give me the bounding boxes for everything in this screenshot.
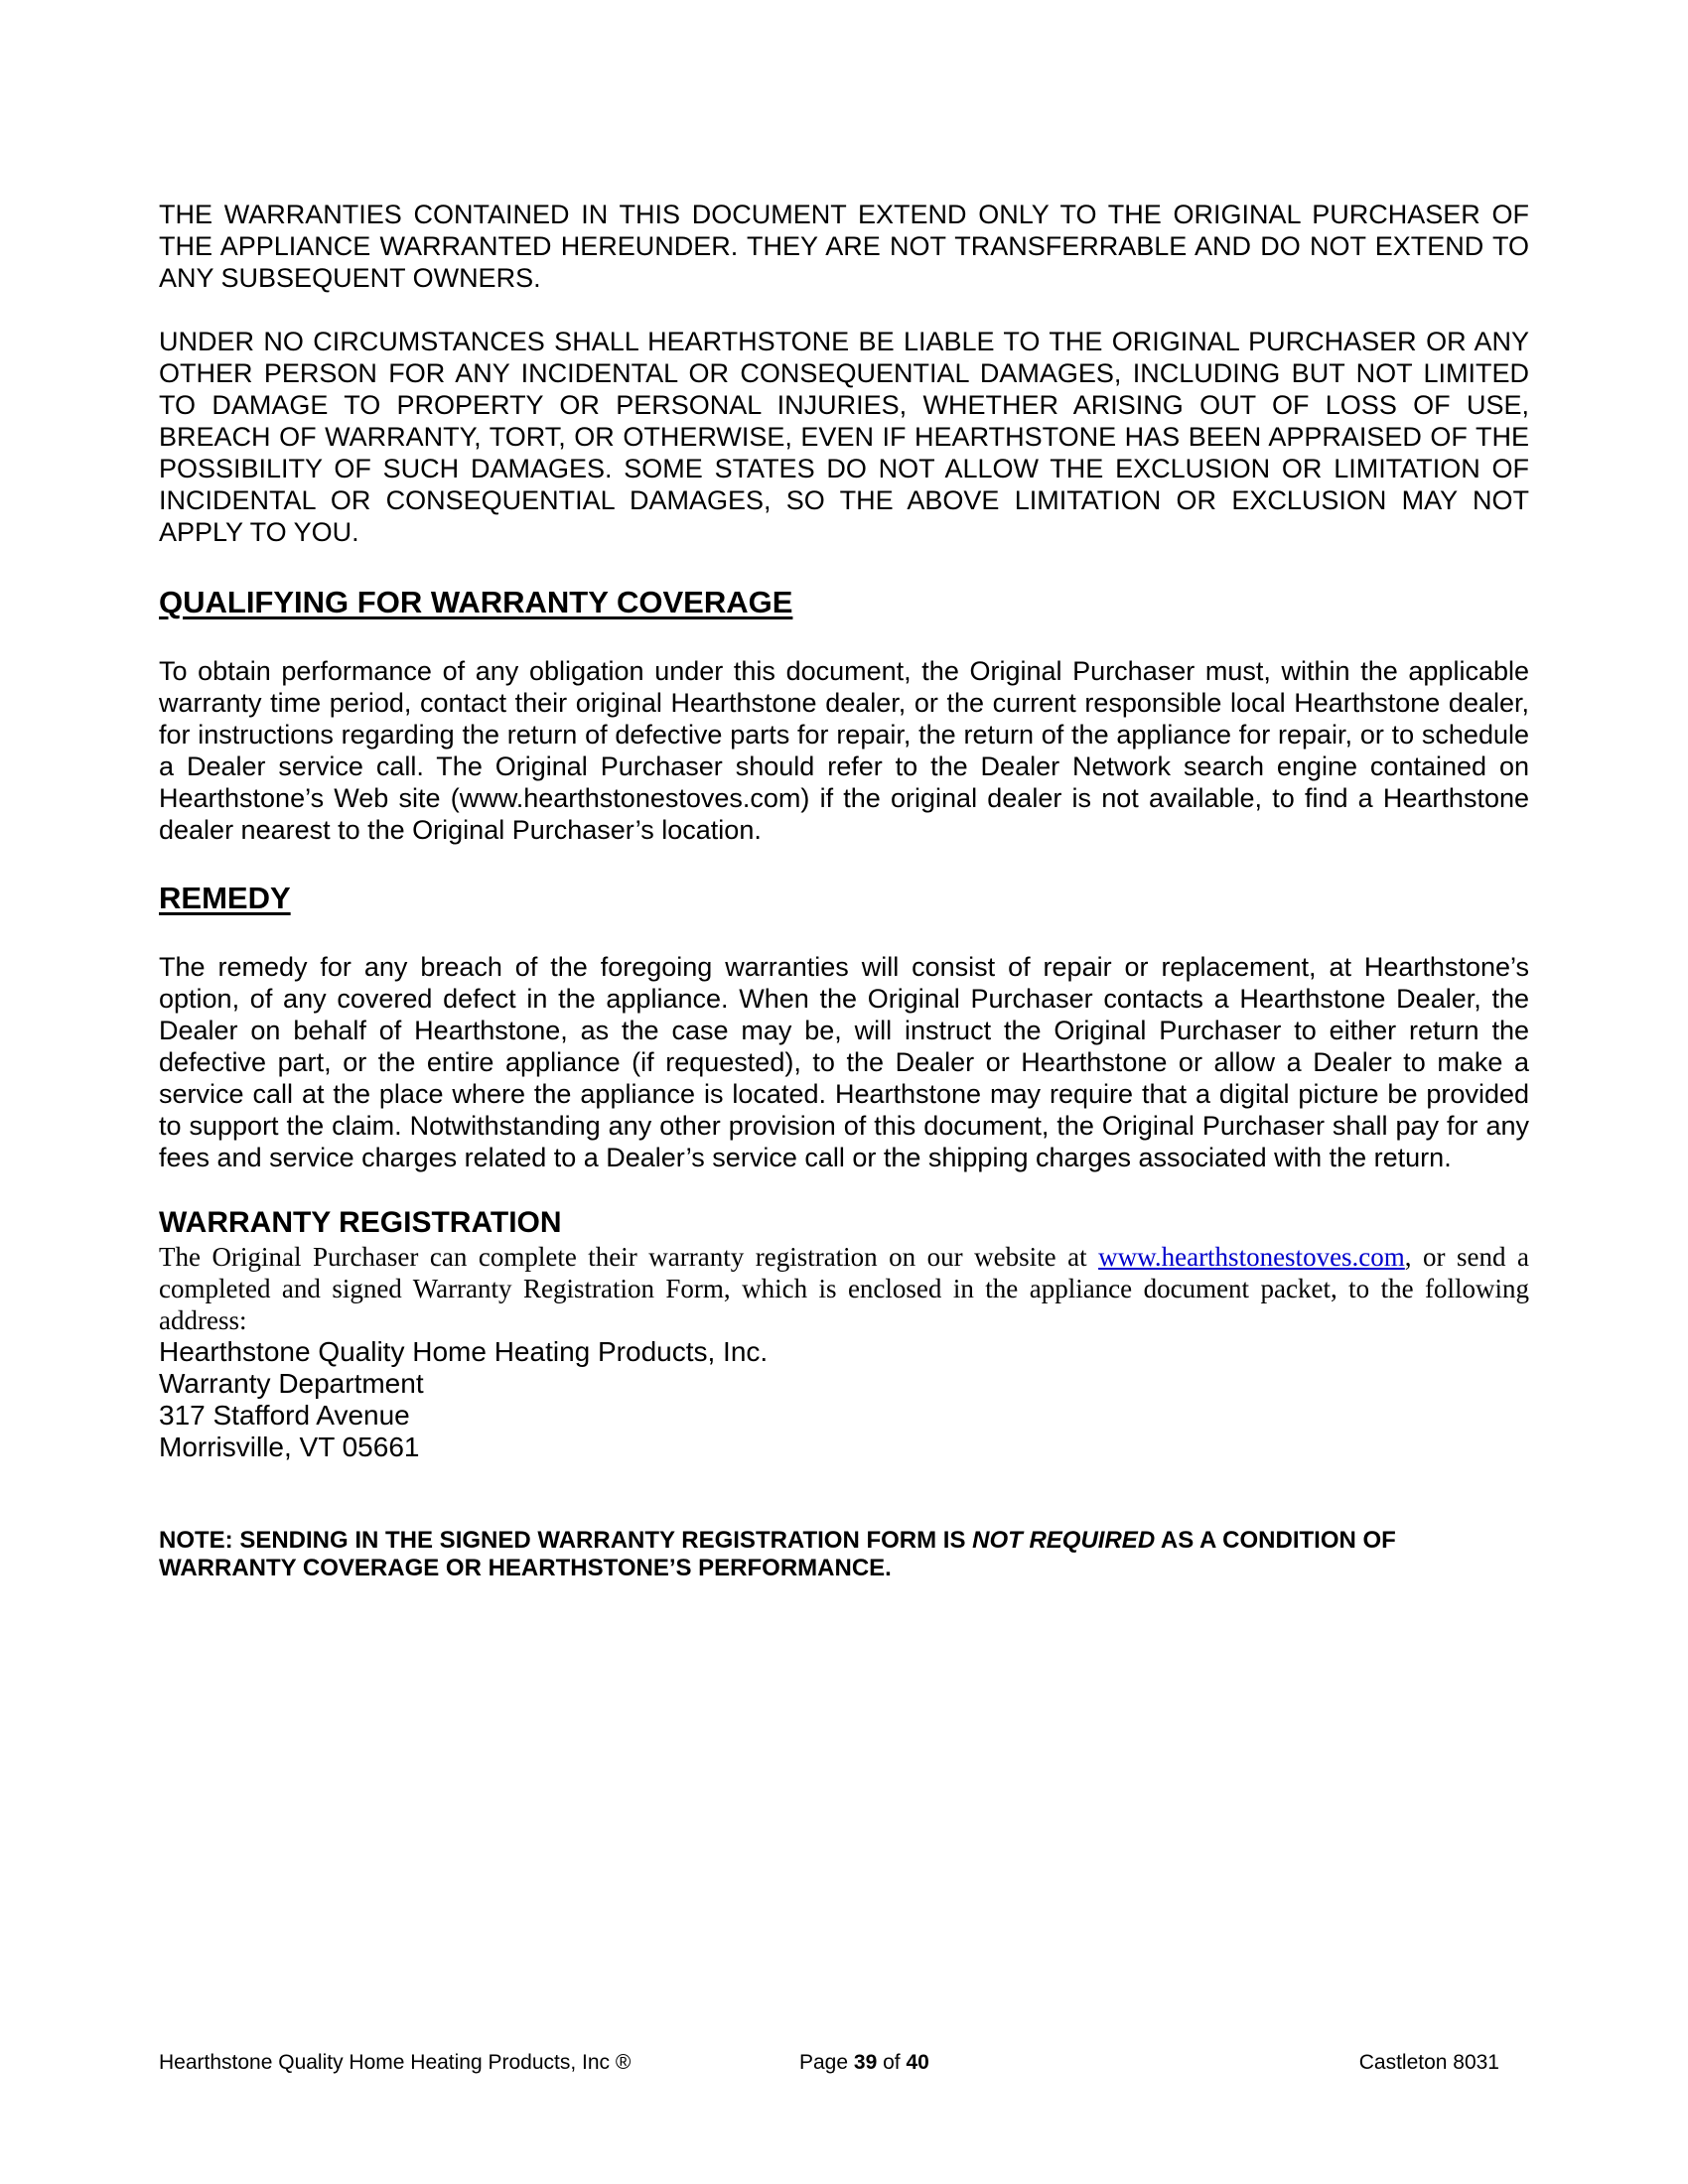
address-line-city: Morrisville, VT 05661 <box>159 1432 420 1462</box>
registration-paragraph <box>159 1241 1529 1336</box>
footer-model: Castleton 8031 <box>1358 2051 1499 2074</box>
page-footer <box>159 2048 1529 2078</box>
registration-heading: WARRANTY REGISTRATION <box>159 1206 562 1239</box>
transfer-paragraph: THE WARRANTIES CONTAINED IN THIS DOCUMENT EXTEND ONLY TO THE ORIGINAL PURCHASER OF THE APPLIANCE WARRANTED HEREUNDER. THEY ARE NOT TRANSFERRABLE AND DO NOT EXTEND TO ANY SUBSEQUENT OWNERS. <box>159 200 1529 293</box>
address-line-company: Hearthstone Quality Home Heating Products, Inc. <box>159 1336 769 1367</box>
footer-page-number <box>799 2048 929 2078</box>
registration-text-before-link: The Original Purchaser can complete their warranty registration on our website at <box>159 1242 1099 1272</box>
footer-page-of: of <box>877 2051 907 2074</box>
mailing-address <box>159 1336 1529 1463</box>
note-emphasis: NOT REQUIRED <box>972 1527 1156 1554</box>
hearthstone-website-link[interactable]: www.hearthstonestoves.com <box>1098 1242 1405 1272</box>
remedy-paragraph: The remedy for any breach of the foregoing warranties will consist of repair or replacement, at Hearthstone’s option, of any covered defect in the appliance. When the Original Purchaser contacts a Hearthstone Dealer, the Dealer on behalf of Hearthstone, as the case may be, will instruct the Original Purchaser to either return the defective part, or the entire appliance (if requested), to the Dealer or Hearthstone or allow a Dealer to make a service call at the place where the appliance is located. Hearthstone may require that a digital picture be provided to support the claim. Notwithstanding any other provision of this document, the Original Purchaser shall pay for any fees and service charges related to a Dealer’s service call or the shipping charges associated with the return. <box>159 952 1529 1172</box>
qualifying-paragraph: To obtain performance of any obligation under this document, the Original Purchaser must, within the applicable warranty time period, contact their original Hearthstone dealer, or the current responsible local Hearthstone dealer, for instructions regarding the return of defective parts for repair, the return of the appliance for repair, or to schedule a Dealer service call. The Original Purchaser should refer to the Dealer Network search engine contained on Hearthstone’s Web site (www.hearthstonestoves.com) if the original dealer is not available, to find a Hearthstone dealer nearest to the Original Purchaser’s location. <box>159 656 1529 845</box>
footer-page-total: 40 <box>906 2051 929 2074</box>
footer-page-current: 39 <box>853 2051 878 2074</box>
registration-note <box>159 1527 1529 1582</box>
note-text-after: AS A CONDITION OF WARRANTY COVERAGE OR HEARTHSTONE’S PERFORMANCE. <box>159 1527 1396 1581</box>
qualifying-heading: QUALIFYING FOR WARRANTY COVERAGE <box>159 585 793 619</box>
remedy-heading: REMEDY <box>159 881 291 915</box>
liability-paragraph: UNDER NO CIRCUMSTANCES SHALL HEARTHSTONE BE LIABLE TO THE ORIGINAL PURCHASER OR ANY OTHER PERSON FOR ANY INCIDENTAL OR CONSEQUENTIAL DAMAGES, INCLUDING BUT NOT LIMITED TO DAMAGE TO PROPERTY OR PERSONAL INJURIES, WHETHER ARISING OUT OF LOSS OF USE, BREACH OF WARRANTY, TORT, OR OTHERWISE, EVEN IF HEARTHSTONE HAS BEEN APPRAISED OF THE POSSIBILITY OF SUCH DAMAGES. SOME STATES DO NOT ALLOW THE EXCLUSION OR LIMITATION OF INCIDENTAL OR CONSEQUENTIAL DAMAGES, SO THE ABOVE LIMITATION OR EXCLUSION MAY NOT APPLY TO YOU. <box>159 327 1529 547</box>
footer-page-prefix: Page <box>799 2051 854 2074</box>
address-line-department: Warranty Department <box>159 1368 424 1399</box>
note-text-before: NOTE: SENDING IN THE SIGNED WARRANTY REGISTRATION FORM IS <box>159 1527 973 1554</box>
address-line-street: 317 Stafford Avenue <box>159 1400 410 1431</box>
footer-company: Hearthstone Quality Home Heating Products, Inc ® <box>159 2051 632 2074</box>
registration-text-after-link: , or send a completed and signed Warranty Registration Form, which is enclosed in the appliance document packet, to the following address: <box>159 1242 1529 1335</box>
page-content <box>159 199 1529 1582</box>
